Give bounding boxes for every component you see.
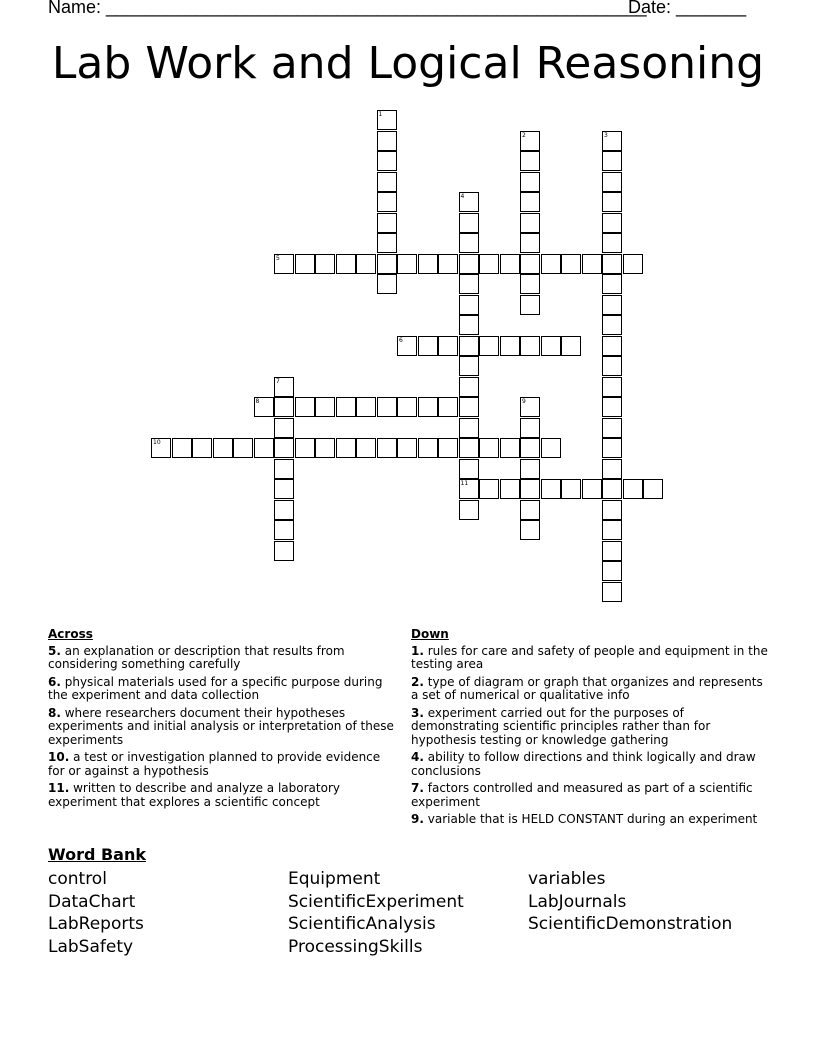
grid-cell[interactable] <box>602 479 622 499</box>
clue-across-10: 10. a test or investigation planned to provide evidence for or against a hypothesis <box>48 750 381 778</box>
grid-cell[interactable] <box>602 438 622 458</box>
grid-cell[interactable] <box>377 274 397 294</box>
grid-cell[interactable] <box>602 151 622 171</box>
grid-cell[interactable] <box>459 459 479 479</box>
clue-number: 4 <box>460 193 465 200</box>
grid-cell[interactable] <box>377 438 397 458</box>
clue-number: 7 <box>276 377 280 385</box>
grid-cell[interactable] <box>418 254 438 274</box>
grid-cell[interactable] <box>151 438 171 458</box>
clue-down-1: 1. rules for care and safety of people and equipment in the testing area <box>411 643 768 671</box>
grid-cell[interactable] <box>479 438 499 458</box>
clue-number: 11 <box>460 480 469 487</box>
grid-cell[interactable] <box>520 151 540 171</box>
grid-cell[interactable] <box>315 397 335 417</box>
grid-cell[interactable] <box>459 336 479 356</box>
grid-cell[interactable] <box>602 582 622 602</box>
grid-cell[interactable] <box>479 254 499 274</box>
grid-cell[interactable] <box>459 213 479 233</box>
word-bank-item: control <box>48 869 107 889</box>
word-bank-item: LabSafety <box>48 936 134 957</box>
word-bank-item: ScientificExperiment <box>288 891 464 912</box>
grid-cell[interactable] <box>500 438 520 458</box>
grid-cell[interactable] <box>459 295 479 315</box>
grid-cell[interactable] <box>295 438 315 458</box>
grid-cell[interactable] <box>377 131 397 151</box>
grid-cell[interactable] <box>602 541 622 561</box>
grid-cell[interactable] <box>397 254 417 274</box>
grid-cell[interactable] <box>520 213 540 233</box>
grid-cell[interactable] <box>561 254 581 274</box>
grid-cell[interactable] <box>295 254 315 274</box>
clue-across-6: 6. physical materials used for a specific purpose during the experiment and data collection <box>48 674 383 702</box>
grid-cell[interactable] <box>479 336 499 356</box>
word-bank-title: Word Bank <box>48 845 147 864</box>
grid-cell[interactable] <box>459 192 479 212</box>
grid-cell[interactable] <box>356 397 376 417</box>
word-bank-item: ProcessingSkills <box>288 936 423 957</box>
grid-cell[interactable] <box>315 254 335 274</box>
grid-cell[interactable] <box>377 397 397 417</box>
grid-cell[interactable] <box>459 479 479 499</box>
clue-number: 1 <box>378 111 383 118</box>
grid-cell[interactable] <box>582 254 602 274</box>
grid-cell[interactable] <box>602 500 622 520</box>
grid-cell[interactable] <box>602 336 622 356</box>
clue-number: 5 <box>276 254 280 262</box>
grid-cell[interactable] <box>172 438 192 458</box>
grid-cell[interactable] <box>254 438 274 458</box>
grid-cell[interactable] <box>602 520 622 540</box>
grid-cell[interactable] <box>459 500 479 520</box>
grid-cell[interactable] <box>459 356 479 376</box>
grid-cell[interactable] <box>377 172 397 192</box>
grid-cell[interactable] <box>459 397 479 417</box>
grid-cell[interactable] <box>602 377 622 397</box>
word-bank-item: variables <box>528 869 606 889</box>
grid-cell[interactable] <box>397 336 417 356</box>
grid-cell[interactable] <box>541 336 561 356</box>
clue-number: 3 <box>604 131 608 139</box>
grid-cell[interactable] <box>274 520 294 540</box>
grid-cell[interactable] <box>315 438 335 458</box>
grid-cell[interactable] <box>520 254 540 274</box>
grid-cell[interactable] <box>336 438 356 458</box>
grid-cell[interactable] <box>438 254 458 274</box>
grid-cell[interactable] <box>479 479 499 499</box>
grid-cell[interactable] <box>520 479 540 499</box>
grid-cell[interactable] <box>602 315 622 335</box>
clue-number: 6 <box>399 336 403 344</box>
word-bank-item: ScientificDemonstration <box>528 914 733 934</box>
grid-cell[interactable] <box>254 397 274 417</box>
grid-cell[interactable] <box>520 459 540 479</box>
grid-cell[interactable] <box>643 479 663 499</box>
grid-cell[interactable] <box>459 233 479 253</box>
grid-cell[interactable] <box>438 336 458 356</box>
grid-cell[interactable] <box>602 561 622 581</box>
grid-cell[interactable] <box>602 254 622 274</box>
grid-cell[interactable] <box>561 336 581 356</box>
grid-cell[interactable] <box>274 459 294 479</box>
grid-cell[interactable] <box>274 541 294 561</box>
grid-cell[interactable] <box>213 438 233 458</box>
grid-cell[interactable] <box>459 274 479 294</box>
grid-cell[interactable] <box>377 110 397 130</box>
grid-cell[interactable] <box>520 172 540 192</box>
grid-cell[interactable] <box>520 500 540 520</box>
grid-cell[interactable] <box>336 397 356 417</box>
word-bank-item: LabJournals <box>528 891 627 912</box>
grid-cell[interactable] <box>602 213 622 233</box>
grid-cell[interactable] <box>602 295 622 315</box>
clue-across-5: 5. an explanation or description that results from considering something carefully <box>48 643 345 671</box>
grid-cell[interactable] <box>274 377 294 397</box>
grid-cell[interactable] <box>233 438 253 458</box>
grid-cell[interactable] <box>520 438 540 458</box>
grid-cell[interactable] <box>500 479 520 499</box>
grid-cell[interactable] <box>520 131 540 151</box>
grid-cell[interactable] <box>520 274 540 294</box>
grid-cell[interactable] <box>438 438 458 458</box>
grid-cell[interactable] <box>602 397 622 417</box>
grid-cell[interactable] <box>377 213 397 233</box>
grid-cell[interactable] <box>418 336 438 356</box>
grid-cell[interactable] <box>602 274 622 294</box>
grid-cell[interactable] <box>377 254 397 274</box>
grid-cell[interactable] <box>582 479 602 499</box>
clue-number: 9 <box>522 398 526 405</box>
clue-number: 2 <box>522 131 526 139</box>
grid-cell[interactable] <box>520 233 540 253</box>
grid-cell[interactable] <box>397 397 417 417</box>
grid-cell[interactable] <box>500 254 520 274</box>
grid-cell[interactable] <box>541 254 561 274</box>
grid-cell[interactable] <box>274 479 294 499</box>
grid-cell[interactable] <box>520 192 540 212</box>
grid-cell[interactable] <box>561 479 581 499</box>
grid-cell[interactable] <box>602 192 622 212</box>
grid-cell[interactable] <box>520 520 540 540</box>
grid-cell[interactable] <box>356 438 376 458</box>
grid-cell[interactable] <box>274 500 294 520</box>
grid-cell[interactable] <box>520 295 540 315</box>
clue-number: 10 <box>153 439 161 446</box>
grid-cell[interactable] <box>500 336 520 356</box>
grid-cell[interactable] <box>418 438 438 458</box>
grid-cell[interactable] <box>459 315 479 335</box>
grid-cell[interactable] <box>541 479 561 499</box>
clue-across-11: 11. written to describe and analyze a laboratory experiment that explores a scientific concept <box>48 781 340 809</box>
grid-cell[interactable] <box>623 479 643 499</box>
page-title: Lab Work and Logical Reasoning <box>51 38 765 89</box>
grid-cell[interactable] <box>520 336 540 356</box>
date-field[interactable]: Date: _______ <box>628 0 747 17</box>
down-heading: Down <box>411 627 449 641</box>
grid-cell[interactable] <box>274 438 294 458</box>
word-bank-item: ScientificAnalysis <box>288 914 436 934</box>
clue-number: 8 <box>255 398 260 405</box>
grid-cell[interactable] <box>274 418 294 438</box>
clue-down-4: 4. ability to follow directions and think logically and draw conclusions <box>411 750 756 778</box>
down-clues <box>411 628 771 831</box>
grid-cell[interactable] <box>602 418 622 438</box>
grid-cell[interactable] <box>274 397 294 417</box>
grid-cell[interactable] <box>459 418 479 438</box>
grid-cell[interactable] <box>295 397 315 417</box>
grid-cell[interactable] <box>418 397 438 417</box>
grid-cell[interactable] <box>397 438 417 458</box>
grid-cell[interactable] <box>459 254 479 274</box>
grid-cell[interactable] <box>377 192 397 212</box>
across-heading: Across <box>48 627 93 641</box>
grid-cell[interactable] <box>602 356 622 376</box>
word-bank-item: DataChart <box>48 891 136 912</box>
grid-cell[interactable] <box>336 254 356 274</box>
clue-down-7: 7. factors controlled and measured as part of a scientific experiment <box>411 781 753 809</box>
grid-cell[interactable] <box>459 377 479 397</box>
grid-cell[interactable] <box>192 438 212 458</box>
word-bank-item: LabReports <box>48 914 144 934</box>
grid-cell[interactable] <box>541 438 561 458</box>
grid-cell[interactable] <box>602 233 622 253</box>
grid-cell[interactable] <box>623 254 643 274</box>
grid-cell[interactable] <box>274 254 294 274</box>
clue-down-3: 3. experiment carried out for the purposes of demonstrating scientific principles rather than for hypothesis testing or knowledge gathering <box>411 705 711 747</box>
clue-across-8: 8. where researchers document their hypotheses experiments and initial analysis or interpretation of these experiments <box>48 705 394 747</box>
grid-cell[interactable] <box>377 151 397 171</box>
clue-down-2: 2. type of diagram or graph that organizes and represents a set of numerical or qualitative info <box>411 674 763 702</box>
clue-down-9: 9. variable that is HELD CONSTANT during an experiment <box>411 812 758 826</box>
grid-cell[interactable] <box>356 254 376 274</box>
name-field[interactable]: Name: ______________________________________________________ <box>48 0 647 17</box>
grid-cell[interactable] <box>602 172 622 192</box>
grid-cell[interactable] <box>602 131 622 151</box>
across-clues <box>48 628 398 813</box>
word-bank-list <box>48 868 768 968</box>
word-bank-item: Equipment <box>288 869 381 889</box>
grid-cell[interactable] <box>459 438 479 458</box>
grid-cell[interactable] <box>520 397 540 417</box>
grid-cell[interactable] <box>377 233 397 253</box>
word-bank <box>48 845 768 968</box>
grid-cell[interactable] <box>438 397 458 417</box>
grid-cell[interactable] <box>602 459 622 479</box>
grid-cell[interactable] <box>520 418 540 438</box>
